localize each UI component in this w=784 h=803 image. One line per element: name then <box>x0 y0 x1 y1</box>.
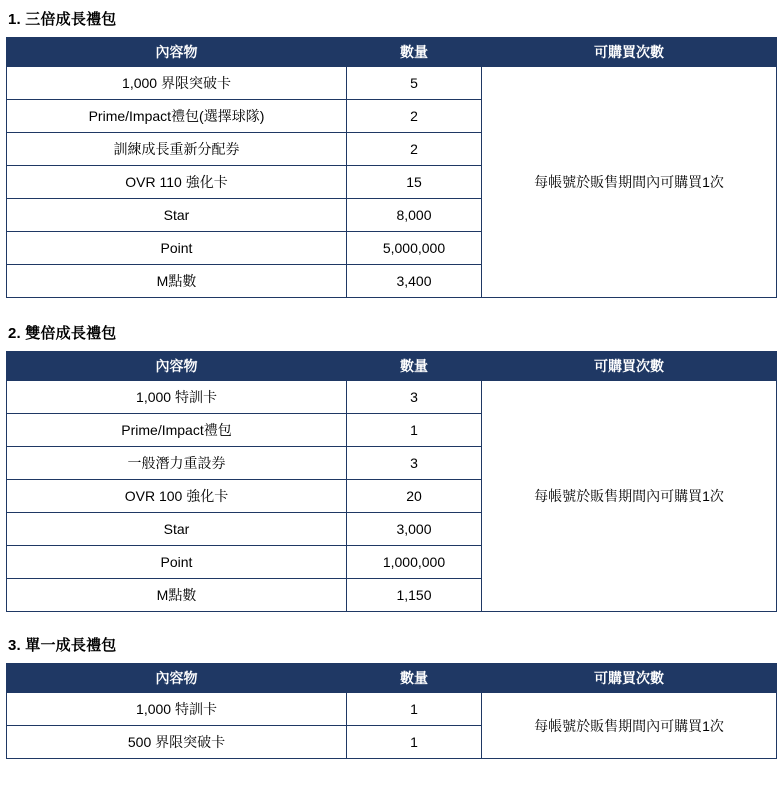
cell-quantity: 2 <box>347 133 482 166</box>
column-header-quantity: 數量 <box>347 352 482 381</box>
pack-section-3 <box>6 634 778 759</box>
cell-item: 1,000 特訓卡 <box>7 381 347 414</box>
cell-quantity: 1 <box>347 693 482 726</box>
cell-quantity: 3,400 <box>347 265 482 298</box>
cell-quantity: 3 <box>347 447 482 480</box>
table-row <box>7 381 777 414</box>
cell-quantity: 1 <box>347 414 482 447</box>
table-header-row <box>7 352 777 381</box>
cell-item: M點數 <box>7 265 347 298</box>
cell-purchase-limit: 每帳號於販售期間內可購買1次 <box>482 381 777 612</box>
cell-item: OVR 110 強化卡 <box>7 166 347 199</box>
cell-item: 訓練成長重新分配券 <box>7 133 347 166</box>
cell-item: Star <box>7 199 347 232</box>
pack-section-1 <box>6 8 778 298</box>
section-title: 1. 三倍成長禮包 <box>8 11 117 28</box>
section-title: 2. 雙倍成長禮包 <box>8 325 117 342</box>
cell-quantity: 5,000,000 <box>347 232 482 265</box>
cell-item: 一般潛力重設券 <box>7 447 347 480</box>
cell-quantity: 5 <box>347 67 482 100</box>
pack-section-2 <box>6 322 778 612</box>
cell-item: Point <box>7 546 347 579</box>
cell-quantity: 3,000 <box>347 513 482 546</box>
cell-item: Point <box>7 232 347 265</box>
cell-item: Prime/Impact禮包 <box>7 414 347 447</box>
table-header-row <box>7 38 777 67</box>
cell-item: OVR 100 強化卡 <box>7 480 347 513</box>
cell-purchase-limit: 每帳號於販售期間內可購買1次 <box>482 67 777 298</box>
cell-quantity: 1,150 <box>347 579 482 612</box>
cell-item: M點數 <box>7 579 347 612</box>
column-header-quantity: 數量 <box>347 664 482 693</box>
cell-item: 1,000 界限突破卡 <box>7 67 347 100</box>
table-row <box>7 693 777 726</box>
pack-table <box>6 351 777 612</box>
column-header-item: 內容物 <box>7 352 347 381</box>
cell-quantity: 1,000,000 <box>347 546 482 579</box>
column-header-purchase-limit: 可購買次數 <box>482 664 777 693</box>
section-spacer <box>6 298 778 322</box>
column-header-purchase-limit: 可購買次數 <box>482 352 777 381</box>
cell-item: Star <box>7 513 347 546</box>
cell-quantity: 8,000 <box>347 199 482 232</box>
table-row <box>7 67 777 100</box>
section-title: 3. 單一成長禮包 <box>8 637 117 654</box>
column-header-quantity: 數量 <box>347 38 482 67</box>
pack-table <box>6 37 777 298</box>
cell-purchase-limit: 每帳號於販售期間內可購買1次 <box>482 693 777 759</box>
section-spacer <box>6 612 778 634</box>
table-header-row <box>7 664 777 693</box>
cell-quantity: 3 <box>347 381 482 414</box>
column-header-item: 內容物 <box>7 664 347 693</box>
cell-quantity: 2 <box>347 100 482 133</box>
cell-quantity: 1 <box>347 726 482 759</box>
cell-item: 1,000 特訓卡 <box>7 693 347 726</box>
pack-table <box>6 663 777 759</box>
cell-item: Prime/Impact禮包(選擇球隊) <box>7 100 347 133</box>
cell-quantity: 20 <box>347 480 482 513</box>
cell-quantity: 15 <box>347 166 482 199</box>
cell-item: 500 界限突破卡 <box>7 726 347 759</box>
column-header-item: 內容物 <box>7 38 347 67</box>
column-header-purchase-limit: 可購買次數 <box>482 38 777 67</box>
